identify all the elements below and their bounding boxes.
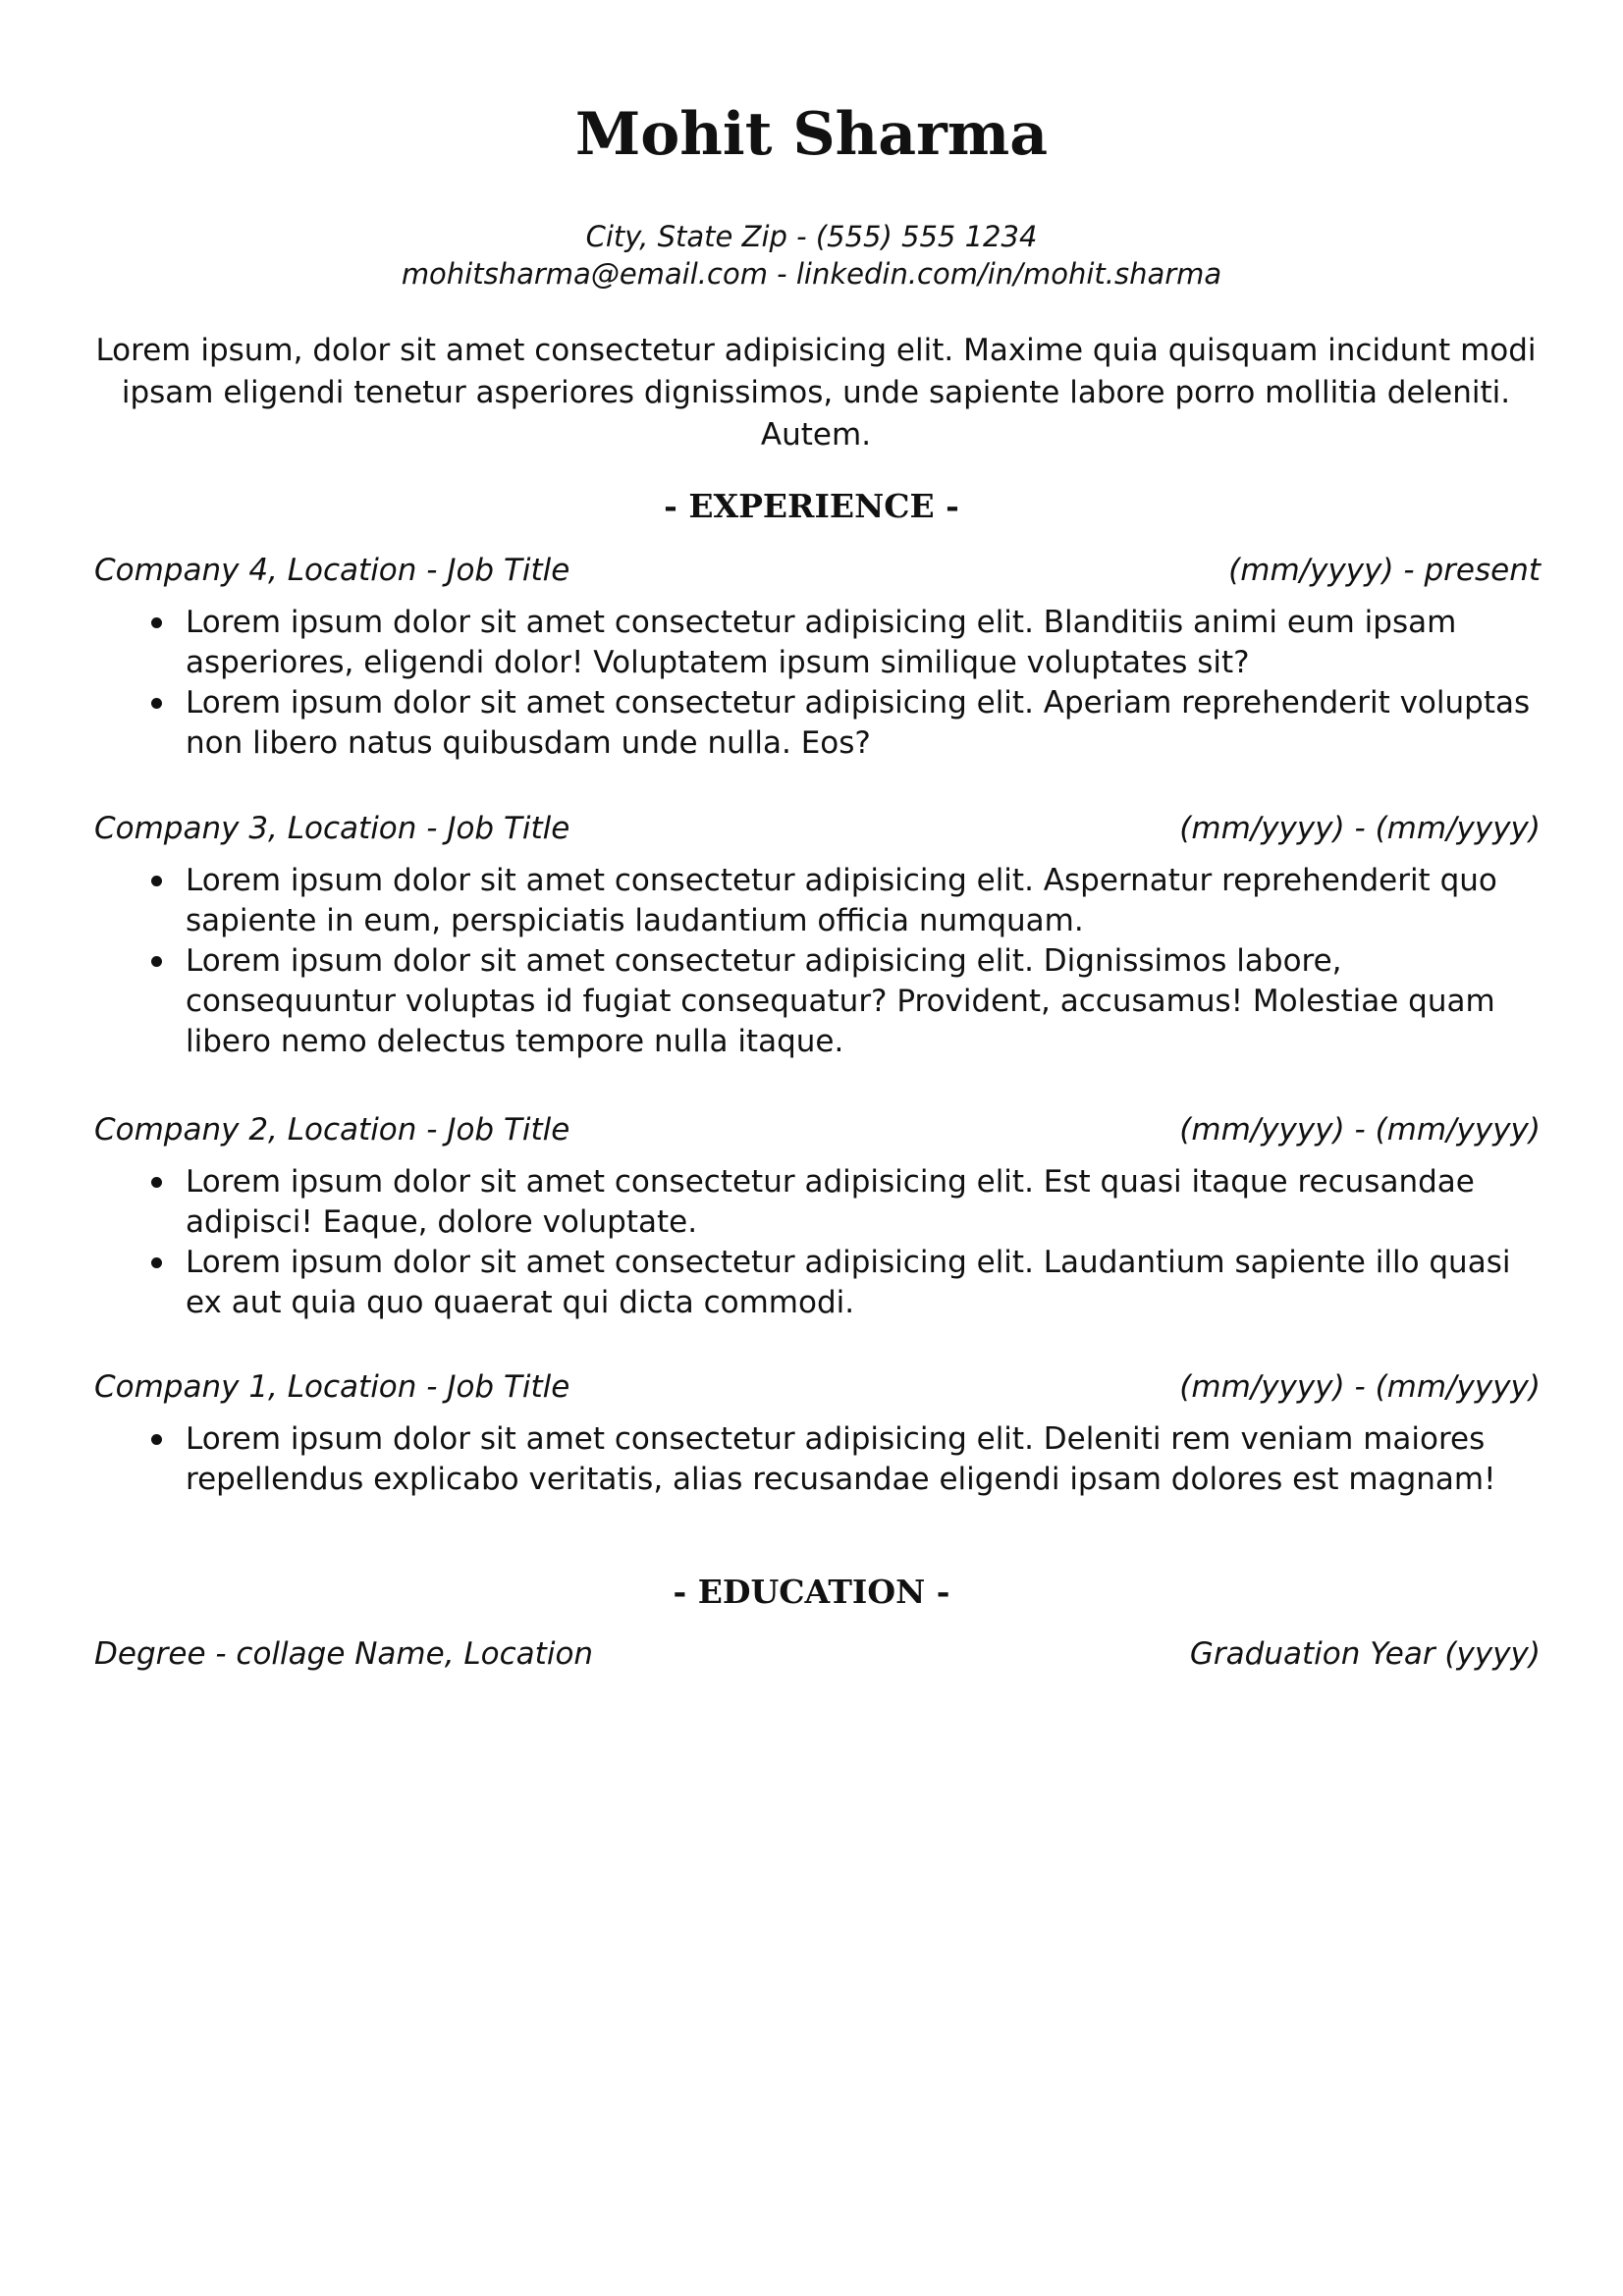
job-bullet-text: Lorem ipsum dolor sit amet consectetur adipisicing elit. Deleniti rem veniam maiores repellendus explicabo veritatis, alias recusandae eligendi ipsam dolores est magnam! bbox=[186, 1421, 1496, 1497]
job-header bbox=[94, 550, 1541, 591]
job-entry bbox=[94, 1109, 1541, 1323]
job-bullet-list bbox=[94, 861, 1541, 1062]
job-company-title: Company 4, Location - Job Title bbox=[94, 553, 570, 588]
job-bullet-text: Lorem ipsum dolor sit amet consectetur adipisicing elit. Laudantium sapiente illo quasi ex aut quia quo quaerat qui dicta commodi. bbox=[186, 1245, 1511, 1320]
education-degree: Degree - collage Name, Location bbox=[94, 1636, 594, 1672]
job-dates: (mm/yyyy) - (mm/yyyy) bbox=[1179, 1112, 1541, 1148]
job-bullet bbox=[186, 861, 1541, 941]
candidate-name: Mohit Sharma bbox=[574, 100, 1049, 169]
job-entry bbox=[94, 808, 1541, 1062]
job-entry bbox=[94, 1366, 1541, 1500]
job-bullet-text: Lorem ipsum dolor sit amet consectetur adipisicing elit. Est quasi itaque recusandae adipisci! Eaque, dolore voluptate. bbox=[186, 1164, 1475, 1240]
job-bullet bbox=[186, 1243, 1541, 1323]
education-heading: - EDUCATION - bbox=[673, 1573, 950, 1611]
job-bullet-list bbox=[94, 1162, 1541, 1323]
job-bullet-list bbox=[94, 603, 1541, 764]
contact-email-linkedin: mohitsharma@email.com - linkedin.com/in/mohit.sharma bbox=[401, 257, 1222, 291]
bullet-dot-icon bbox=[151, 617, 162, 628]
job-bullet bbox=[186, 1419, 1541, 1500]
job-header bbox=[94, 1366, 1541, 1408]
job-header bbox=[94, 1109, 1541, 1150]
bullet-dot-icon bbox=[151, 698, 162, 709]
job-bullet-text: Lorem ipsum dolor sit amet consectetur adipisicing elit. Aspernatur reprehenderit quo sapiente in eum, perspiciatis laudantium officia numquam. bbox=[186, 863, 1497, 938]
bullet-dot-icon bbox=[151, 876, 162, 886]
job-header bbox=[94, 808, 1541, 849]
job-bullet bbox=[186, 683, 1541, 764]
job-dates: (mm/yyyy) - (mm/yyyy) bbox=[1179, 1369, 1541, 1405]
job-bullet bbox=[186, 603, 1541, 683]
summary-paragraph: Lorem ipsum, dolor sit amet consectetur adipisicing elit. Maxime quia quisquam incidunt modi ipsam eligendi tenetur asperiores dignissimos, unde sapiente labore porro mollitia deleniti. Autem. bbox=[95, 333, 1537, 453]
education-year: Graduation Year (yyyy) bbox=[1189, 1636, 1541, 1672]
job-dates: (mm/yyyy) - present bbox=[1228, 553, 1541, 588]
job-bullet-text: Lorem ipsum dolor sit amet consectetur adipisicing elit. Dignissimos labore, consequuntur voluptas id fugiat consequatur? Provident, accusamus! Molestiae quam libero nemo delectus tempore nulla itaque. bbox=[186, 943, 1495, 1059]
education-entry bbox=[94, 1633, 1541, 1675]
job-company-title: Company 1, Location - Job Title bbox=[94, 1369, 570, 1405]
bullet-dot-icon bbox=[151, 956, 162, 967]
bullet-dot-icon bbox=[151, 1257, 162, 1268]
experience-heading: - EXPERIENCE - bbox=[664, 487, 959, 525]
job-bullet bbox=[186, 941, 1541, 1062]
bullet-dot-icon bbox=[151, 1434, 162, 1445]
job-bullet-list bbox=[94, 1419, 1541, 1500]
job-dates: (mm/yyyy) - (mm/yyyy) bbox=[1179, 811, 1541, 846]
bullet-dot-icon bbox=[151, 1177, 162, 1188]
job-entry bbox=[94, 550, 1541, 764]
job-bullet bbox=[186, 1162, 1541, 1243]
job-company-title: Company 2, Location - Job Title bbox=[94, 1112, 570, 1148]
contact-location-phone: City, State Zip - (555) 555 1234 bbox=[585, 220, 1038, 253]
contact-block bbox=[0, 218, 1623, 293]
job-bullet-text: Lorem ipsum dolor sit amet consectetur adipisicing elit. Blanditiis animi eum ipsam asperiores, eligendi dolor! Voluptatem ipsum similique voluptates sit? bbox=[186, 605, 1457, 680]
job-bullet-text: Lorem ipsum dolor sit amet consectetur adipisicing elit. Aperiam reprehenderit voluptas non libero natus quibusdam unde nulla. Eos? bbox=[186, 685, 1531, 761]
job-company-title: Company 3, Location - Job Title bbox=[94, 811, 570, 846]
